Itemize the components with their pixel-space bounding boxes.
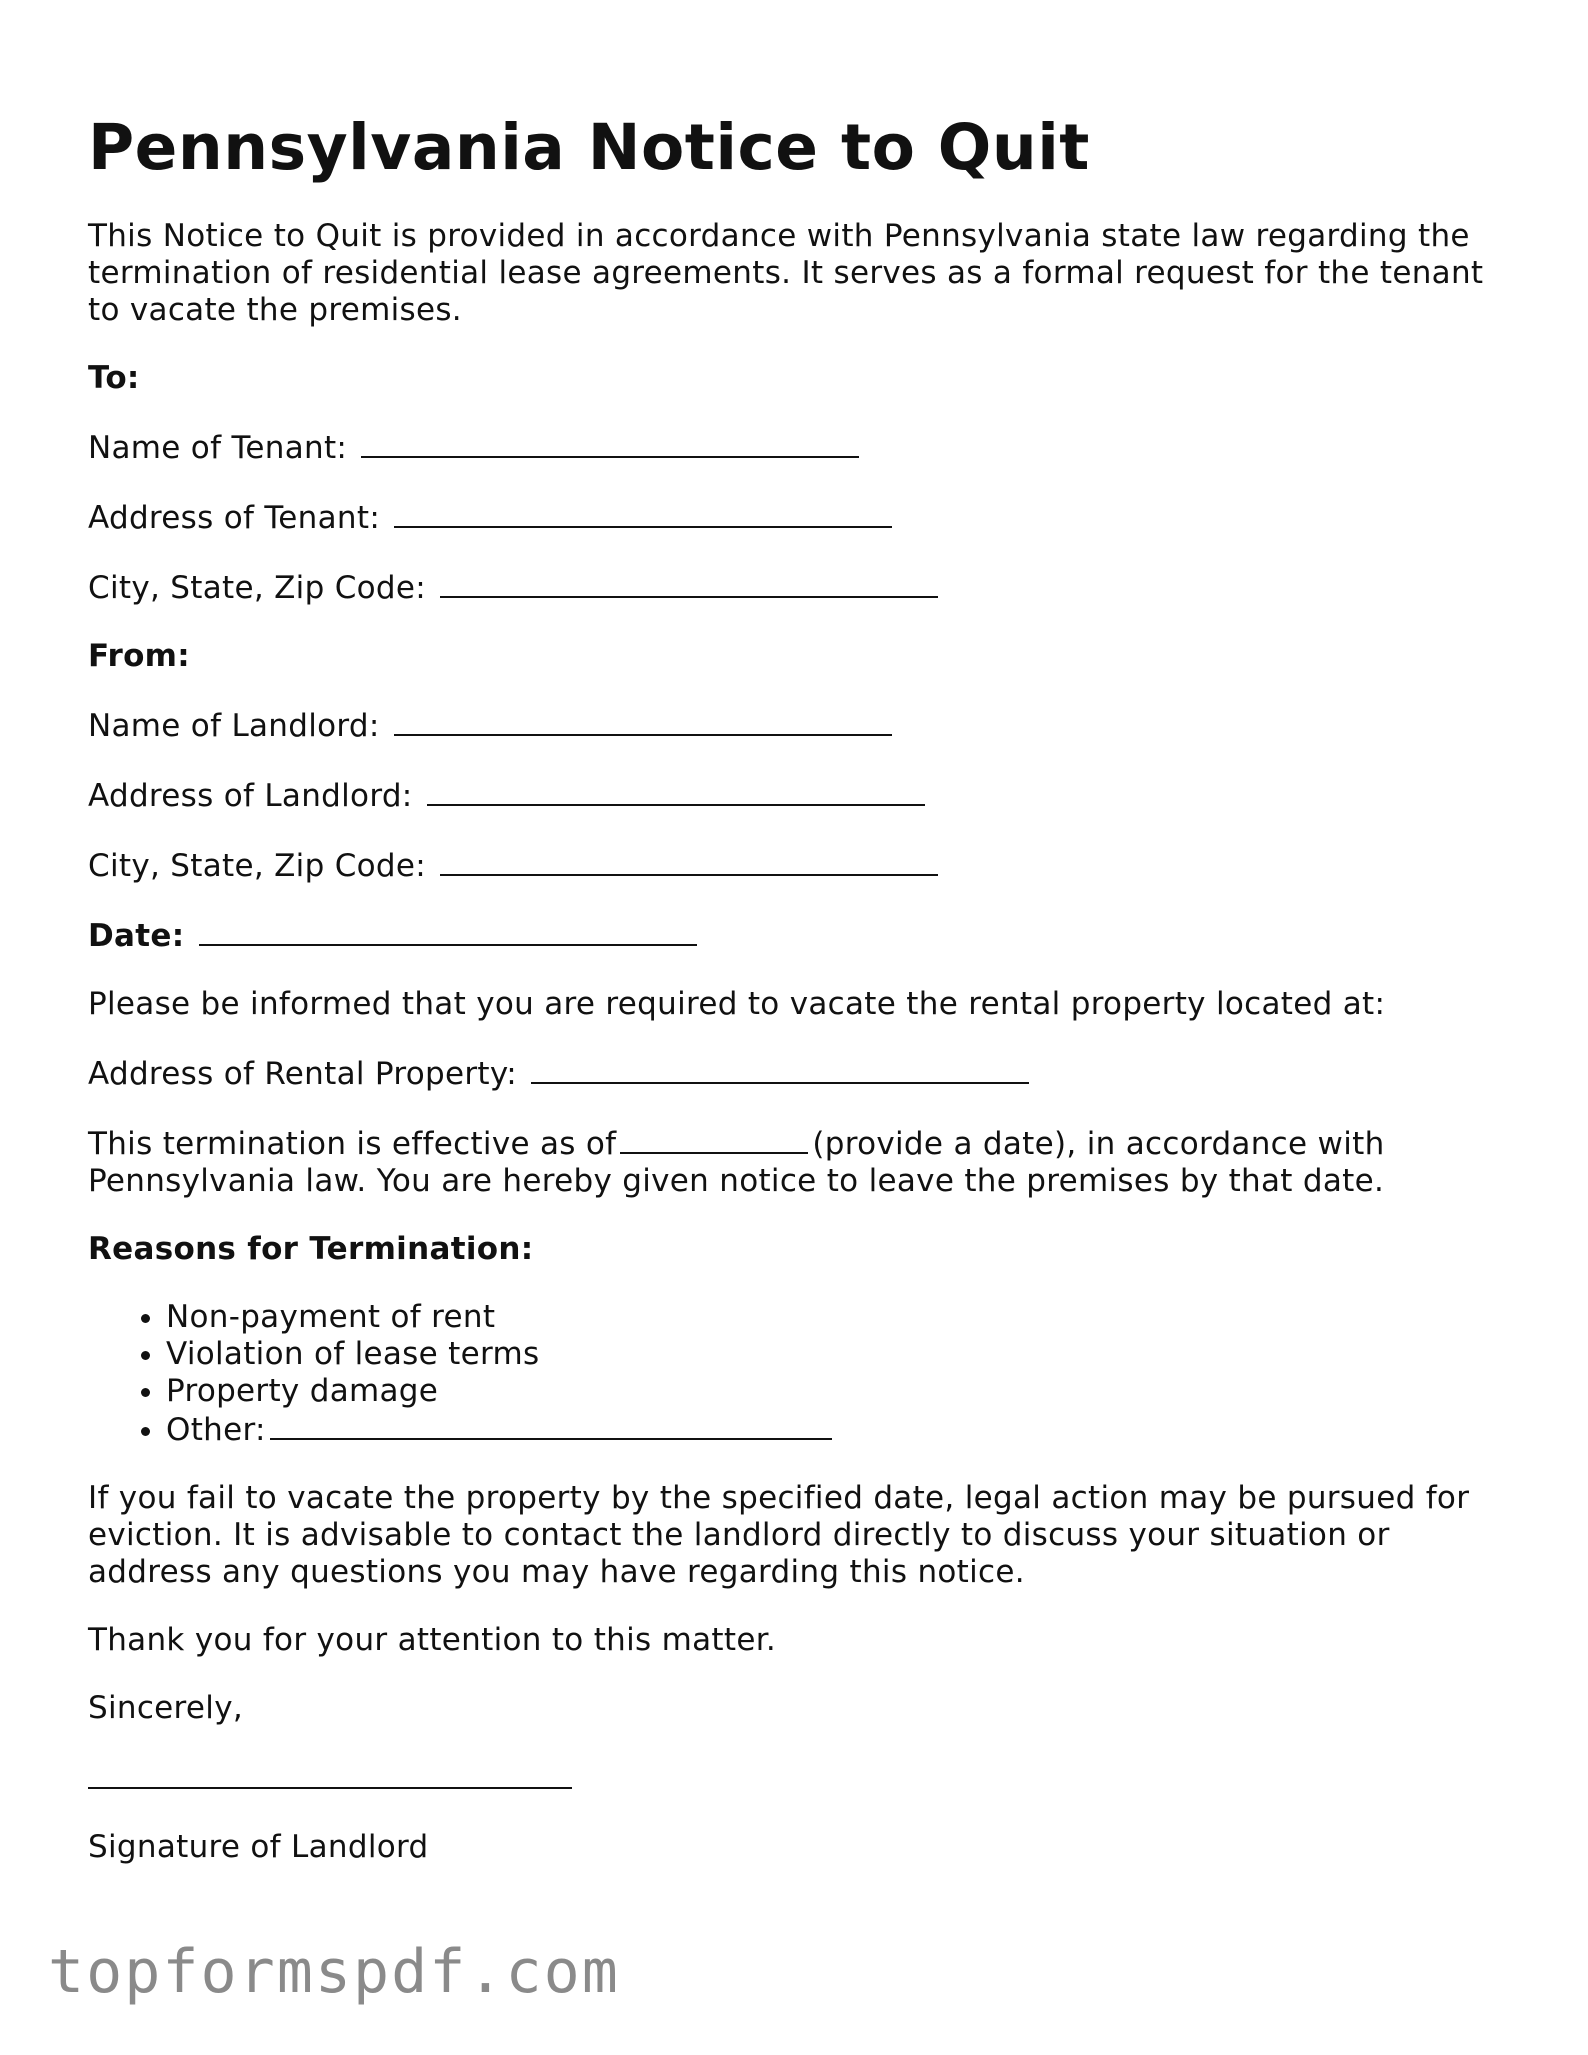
- landlord-name-row: [88, 706, 1518, 745]
- landlord-address-label: Address of Landlord:: [88, 778, 413, 814]
- document-page: [88, 108, 1518, 1866]
- tenant-name-row: [88, 428, 1518, 467]
- signature-blank[interactable]: [88, 1751, 572, 1789]
- page-title: Pennsylvania Notice to Quit: [88, 111, 1090, 184]
- reason-property-damage: Property damage: [166, 1373, 439, 1409]
- list-item: [166, 1410, 1518, 1449]
- reasons-heading: Reasons for Termination:: [88, 1231, 534, 1267]
- to-heading: To:: [88, 360, 140, 396]
- intro-paragraph: This Notice to Quit is provided in accordance with Pennsylvania state law regarding the termination of residential lease agreements. It serves as a formal request for the tenant to vacate the premises.: [88, 218, 1484, 328]
- termination-text-before: This termination is effective as of: [88, 1126, 617, 1162]
- landlord-city-blank[interactable]: [440, 846, 938, 876]
- landlord-city-row: [88, 846, 1518, 885]
- date-blank[interactable]: [199, 916, 697, 946]
- rental-address-blank[interactable]: [531, 1054, 1029, 1084]
- list-item: [166, 1373, 1518, 1410]
- watermark-text: topformspdf.com: [48, 1937, 620, 2007]
- tenant-address-blank[interactable]: [394, 498, 892, 528]
- eviction-warning: If you fail to vacate the property by the specified date, legal action may be pursued for eviction. It is advisable to contact the landlord directly to discuss your situation or address any questions you may have regarding this notice.: [88, 1480, 1470, 1590]
- tenant-city-row: [88, 568, 1518, 607]
- closing-text: Sincerely,: [88, 1690, 244, 1726]
- landlord-address-row: [88, 776, 1518, 815]
- reason-other-label: Other:: [166, 1412, 266, 1448]
- tenant-name-label: Name of Tenant:: [88, 430, 348, 466]
- thanks-text: Thank you for your attention to this matter.: [88, 1622, 777, 1658]
- reason-lease-violation: Violation of lease terms: [166, 1336, 540, 1372]
- reasons-list: [88, 1299, 1518, 1449]
- date-label: Date:: [88, 918, 185, 954]
- rental-address-row: [88, 1054, 1518, 1093]
- tenant-city-label: City, State, Zip Code:: [88, 570, 427, 606]
- list-item: [166, 1336, 1518, 1373]
- tenant-name-blank[interactable]: [361, 428, 859, 458]
- reason-nonpayment: Non-payment of rent: [166, 1299, 496, 1335]
- date-row: [88, 916, 1518, 955]
- vacate-notice: Please be informed that you are required to vacate the rental property located at:: [88, 986, 1386, 1022]
- from-heading: From:: [88, 638, 190, 674]
- termination-text-after: (provide a date), in accordance with Pennsylvania law. You are hereby given notice to leave the premises by that date.: [88, 1126, 1385, 1199]
- effective-date-blank[interactable]: [620, 1124, 808, 1154]
- tenant-address-label: Address of Tenant:: [88, 500, 381, 536]
- landlord-city-label: City, State, Zip Code:: [88, 848, 427, 884]
- tenant-address-row: [88, 498, 1518, 537]
- termination-paragraph: [88, 1124, 1518, 1200]
- signature-label: Signature of Landlord: [88, 1829, 429, 1865]
- signature-line-row: [88, 1751, 1518, 1798]
- reason-other-blank[interactable]: [270, 1410, 832, 1440]
- rental-address-label: Address of Rental Property:: [88, 1056, 517, 1092]
- tenant-city-blank[interactable]: [440, 568, 938, 598]
- list-item: [166, 1299, 1518, 1336]
- landlord-name-label: Name of Landlord:: [88, 708, 380, 744]
- landlord-name-blank[interactable]: [394, 706, 892, 736]
- landlord-address-blank[interactable]: [427, 776, 925, 806]
